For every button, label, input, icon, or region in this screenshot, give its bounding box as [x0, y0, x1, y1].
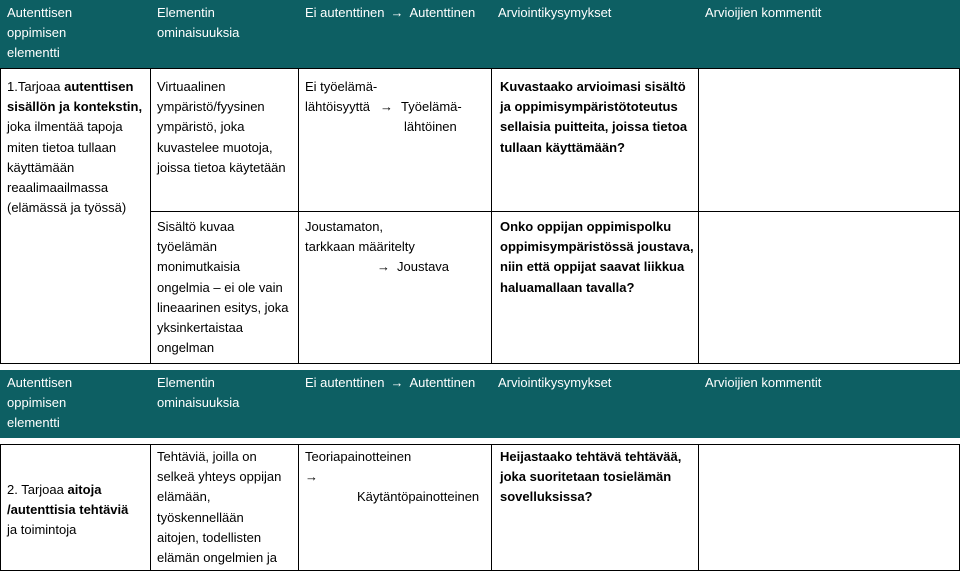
header-col-scale: [298, 370, 495, 438]
section-1: [0, 68, 960, 364]
properties-cell: [157, 77, 286, 178]
scale-text: Joustava: [397, 259, 450, 275]
table-border: [150, 68, 151, 364]
header-col-questions: [491, 370, 698, 438]
table-border: [150, 211, 960, 212]
property-text: Virtuaalinen: [157, 79, 226, 94]
arrow-right-icon: →: [390, 5, 404, 20]
scale-text: lähtöisyyttä: [305, 99, 371, 115]
question-cell: [500, 447, 681, 508]
header-text: ominaisuuksia: [157, 25, 240, 41]
arrow-right-icon: →: [380, 99, 394, 115]
scale-cell: [305, 217, 487, 278]
table-border: [0, 444, 1, 571]
table-border: [0, 363, 960, 364]
header-text: Arviointikysymykset: [498, 375, 612, 390]
property-text: Sisältö kuvaa: [157, 219, 235, 234]
table-header-2: [0, 370, 960, 438]
property-text: lineaarinen esitys, joka: [157, 299, 289, 315]
header-col-element: [0, 0, 150, 68]
question-text: ja oppimisympäristötoteutus: [500, 99, 678, 115]
question-cell: [500, 77, 687, 158]
question-cell: [500, 217, 694, 298]
question-text: sellaisia puitteita, joissa tietoa: [500, 119, 688, 135]
scale-cell: [305, 77, 487, 138]
property-text: työelämän: [157, 239, 217, 255]
header-text: Autenttinen: [409, 375, 476, 390]
property-text: aitojen, todellisten: [157, 529, 262, 545]
scale-text: Ei työelämä-: [305, 79, 378, 94]
question-text: sovelluksissa?: [500, 489, 593, 505]
element-text: käyttämään: [7, 159, 75, 175]
property-text: yksinkertaistaa: [157, 320, 243, 336]
header-col-properties: [150, 0, 298, 68]
header-text: elementti: [7, 415, 60, 431]
properties-cell: [157, 447, 281, 568]
element-text: reaalimaailmassa: [7, 180, 109, 196]
header-col-questions: [491, 0, 698, 68]
property-text: työskennellään: [157, 509, 244, 525]
header-col-comments: [698, 0, 960, 68]
header-text: Arvioijien kommentit: [705, 5, 822, 20]
header-col-comments: [698, 370, 960, 438]
table-border: [698, 68, 699, 364]
element-cell: [7, 480, 128, 541]
header-text: Autenttisen: [7, 375, 73, 390]
element-text: ja toimintoja: [7, 522, 77, 538]
question-text: tullaan käyttämään?: [500, 139, 625, 155]
property-text: joissa tietoa käytetään: [157, 159, 286, 175]
table-border: [298, 68, 299, 364]
table-border: [0, 68, 960, 69]
header-text: ominaisuuksia: [157, 395, 240, 411]
property-text: elämän ongelmien ja: [157, 550, 277, 566]
arrow-right-icon: →: [377, 259, 390, 275]
element-text: 1.Tarjoaa: [7, 79, 65, 94]
question-text: joka suoritetaan tosielämän: [500, 469, 672, 485]
element-text: miten tietoa tullaan: [7, 139, 117, 155]
scale-text: Työelämä-: [401, 99, 462, 115]
question-text: haluamallaan tavalla?: [500, 279, 635, 295]
property-text: monimutkaisia: [157, 259, 241, 275]
header-text: oppimisen: [7, 25, 67, 41]
scale-text: tarkkaan määritelty: [305, 239, 415, 255]
table-border: [491, 444, 492, 571]
header-text: Arvioijien kommentit: [705, 375, 822, 390]
header-text: Elementin: [157, 5, 215, 20]
header-text: Ei autenttinen: [305, 375, 385, 390]
property-text: selkeä yhteys oppijan: [157, 469, 282, 485]
table-border: [0, 444, 960, 445]
question-text: Kuvastaako arvioimasi sisältö: [500, 79, 686, 94]
element-text-bold: sisällön ja kontekstin,: [7, 99, 143, 115]
header-text: Autenttisen: [7, 5, 73, 20]
table-border: [0, 570, 960, 571]
header-text: Ei autenttinen: [305, 5, 385, 20]
element-text-bold: aitoja: [67, 482, 102, 497]
question-text: Onko oppijan oppimispolku: [500, 219, 672, 234]
question-text: Heijastaako tehtävä tehtävää,: [500, 449, 682, 464]
question-text: oppimisympäristössä joustava,: [500, 239, 694, 255]
property-text: Tehtäviä, joilla on: [157, 449, 257, 464]
scale-text: Käytäntöpainotteinen: [357, 489, 480, 505]
table-header-1: [0, 0, 960, 68]
property-text: ympäristö/fyysinen: [157, 99, 265, 115]
element-text-bold: /autenttisia tehtäviä: [7, 502, 129, 518]
table-border: [491, 68, 492, 364]
header-text: oppimisen: [7, 395, 67, 411]
header-text: Arviointikysymykset: [498, 5, 612, 20]
property-text: ongelman: [157, 340, 215, 356]
scale-cell: [305, 447, 487, 508]
property-text: ympäristö, joka: [157, 119, 245, 135]
properties-cell: [157, 217, 289, 358]
header-text: elementti: [7, 45, 60, 61]
header-text: Autenttinen: [409, 5, 476, 20]
element-text: 2. Tarjoaa: [7, 482, 68, 497]
question-text: niin että oppijat saavat liikkua: [500, 259, 685, 275]
table-border: [298, 444, 299, 571]
element-text: (elämässä ja työssä): [7, 200, 127, 216]
element-cell: [7, 77, 142, 218]
header-col-element: [0, 370, 150, 438]
element-text-bold: autenttisen: [64, 79, 134, 94]
header-text: Elementin: [157, 375, 215, 390]
table-border: [0, 68, 1, 364]
table-border: [150, 444, 151, 571]
arrow-right-icon: →: [305, 469, 318, 485]
property-text: kuvastelee muotoja,: [157, 139, 273, 155]
section-2: [0, 444, 960, 572]
header-col-scale: [298, 0, 495, 68]
arrow-right-icon: →: [390, 375, 404, 390]
scale-text: Joustamaton,: [305, 219, 384, 234]
element-text: joka ilmentää tapoja: [7, 119, 123, 135]
scale-text: Teoriapainotteinen: [305, 449, 412, 464]
table-border: [698, 444, 699, 571]
property-text: ongelmia – ei ole vain: [157, 279, 283, 295]
scale-text: lähtöinen: [404, 119, 457, 135]
property-text: elämään,: [157, 489, 211, 505]
header-col-properties: [150, 370, 298, 438]
